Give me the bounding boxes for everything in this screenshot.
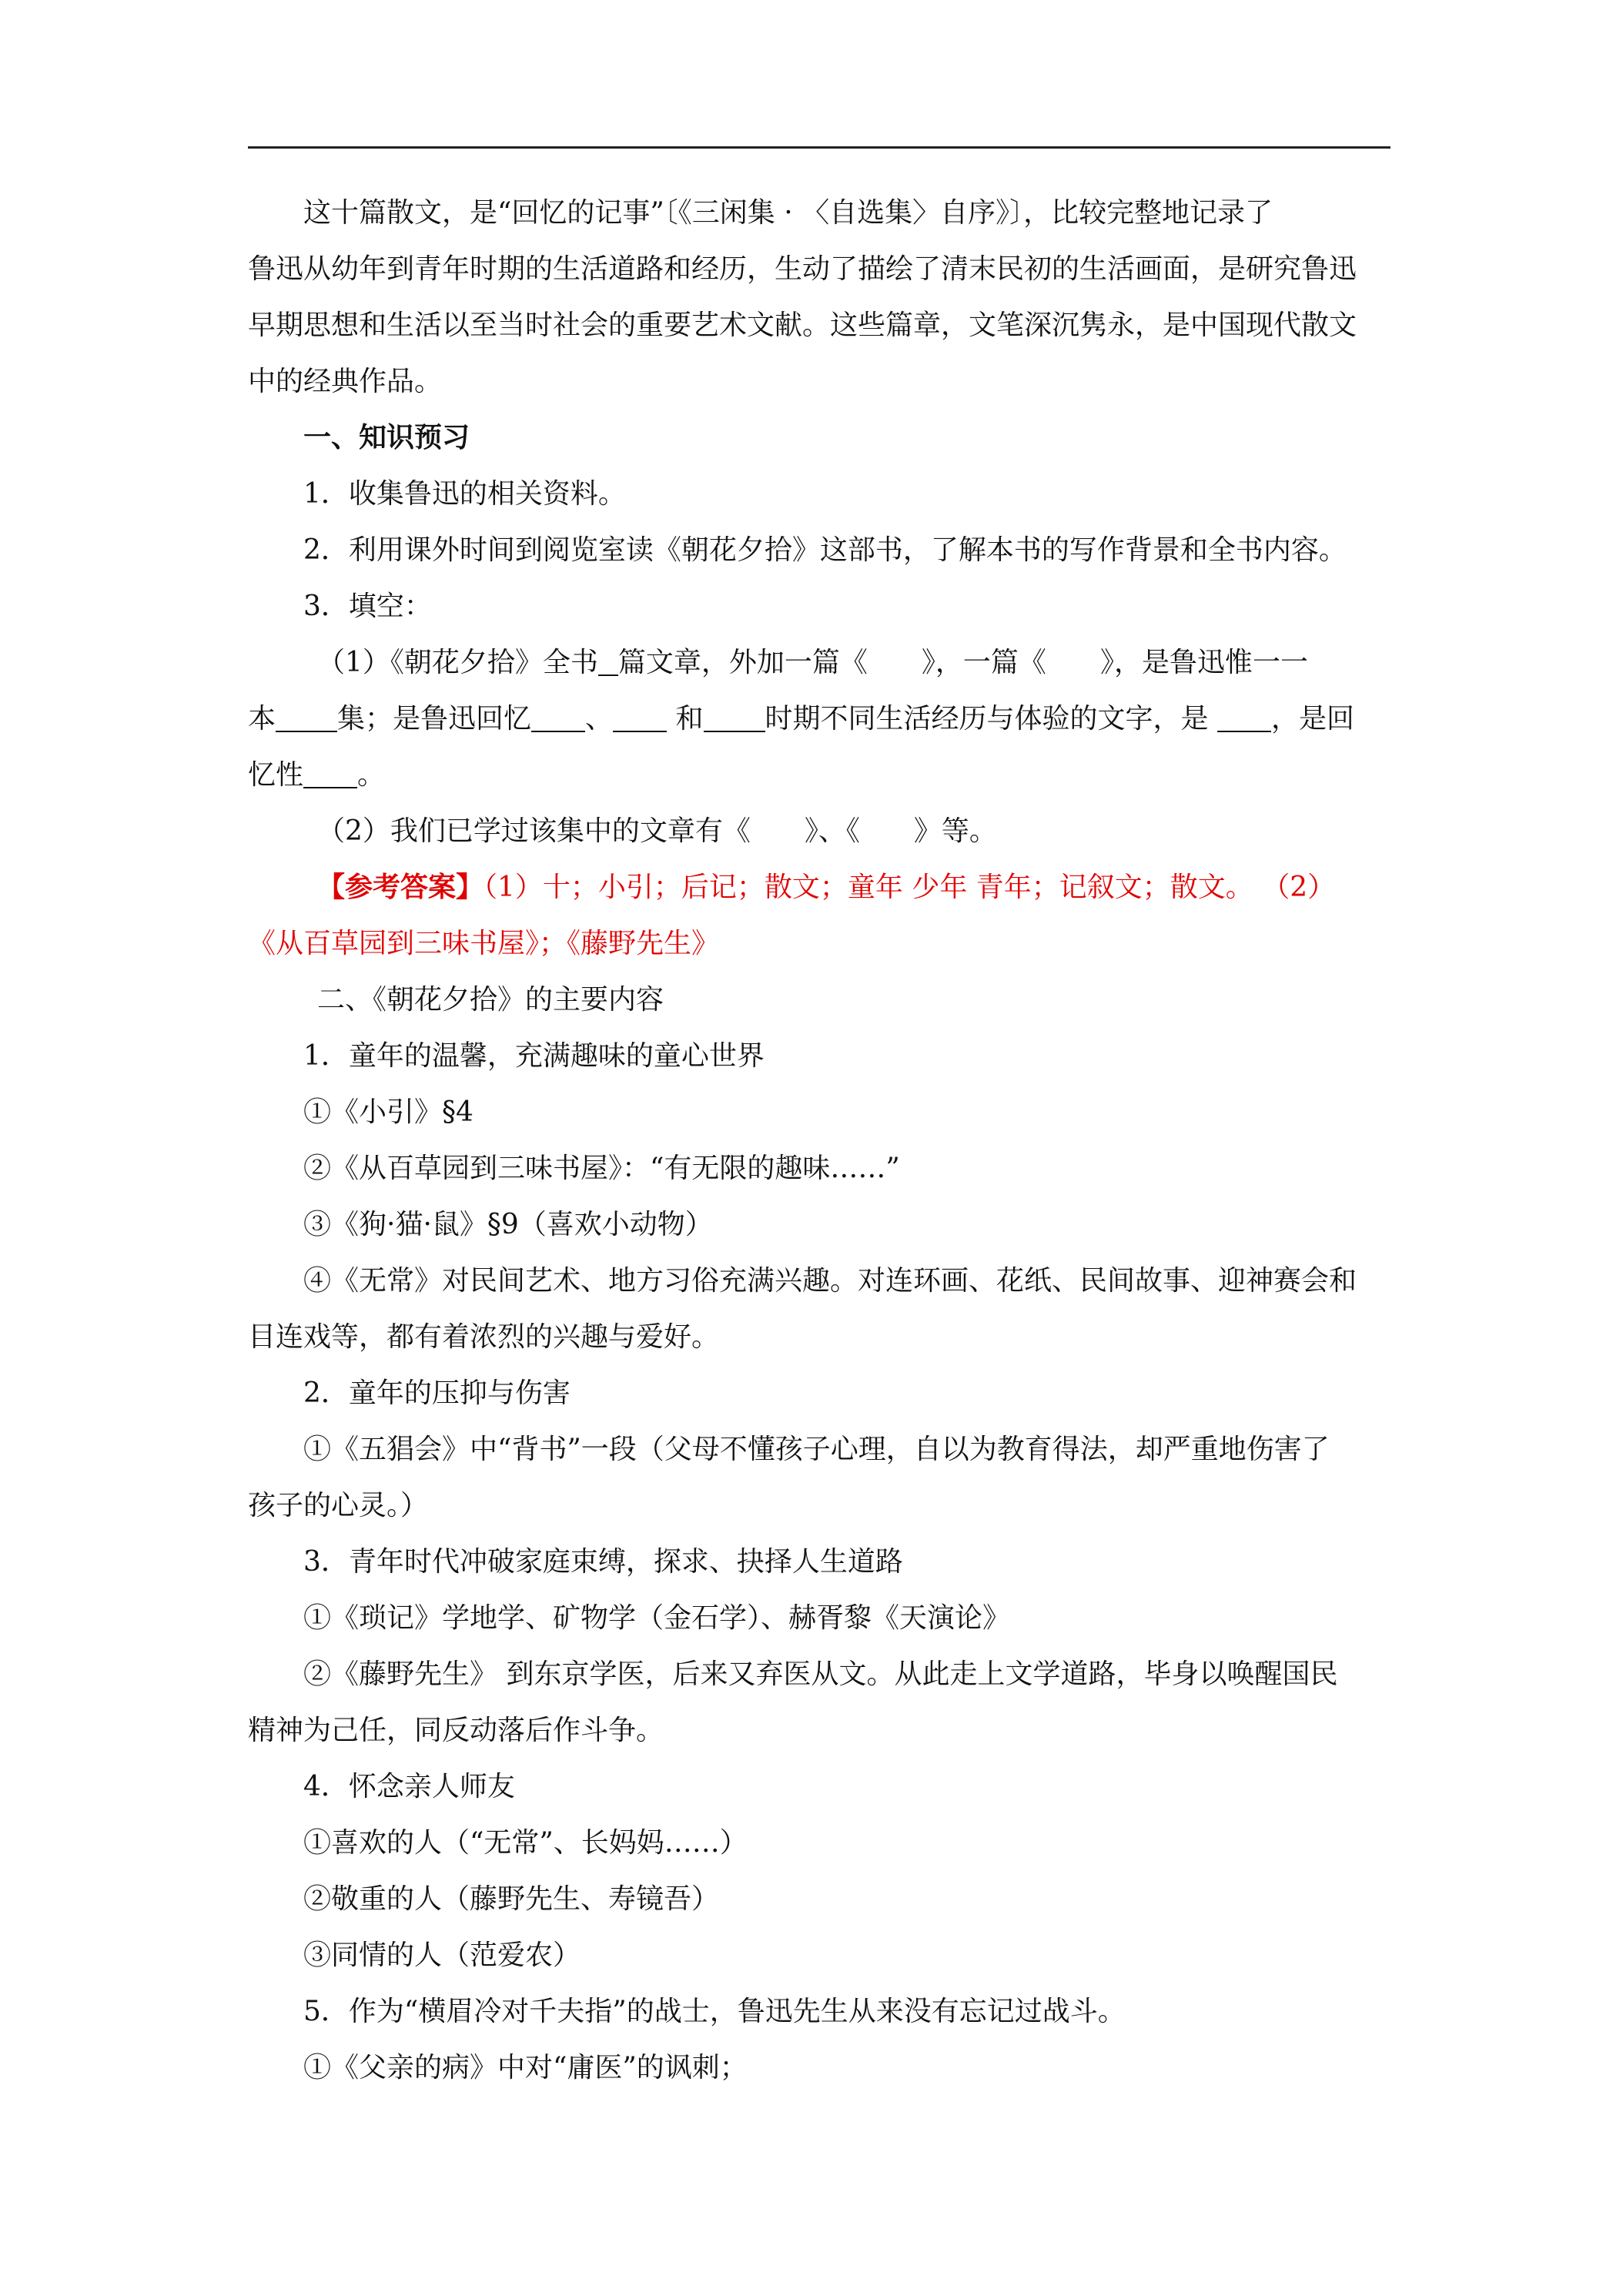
content-line: 4．怀念亲人师友 — [303, 1771, 515, 1802]
section-heading-content: 二、《朝花夕拾》的主要内容 — [317, 984, 664, 1016]
content-line: ③《狗·猫·鼠》§9（喜欢小动物） — [303, 1209, 713, 1240]
preview-item-1: 1．收集鲁迅的相关资料。 — [303, 478, 626, 510]
answer-line-2: 《从百草园到三味书屋》；《藤野先生》 — [248, 928, 720, 959]
fill-text: 本 — [248, 703, 276, 735]
fill-blank — [303, 759, 357, 788]
fill-blank — [276, 703, 337, 732]
header-rule — [248, 146, 1390, 149]
intro-line-4: 中的经典作品。 — [248, 366, 443, 397]
section-heading-preview: 一、知识预习 — [303, 421, 470, 454]
fill-text: 忆性 — [248, 759, 304, 791]
content-line: ②《从百草园到三味书屋》：“有无限的趣味……” — [303, 1153, 900, 1184]
content-line: ③同情的人（范爱农） — [303, 1940, 581, 1971]
content-line: ④《无常》对民间艺术、地方习俗充满兴趣。对连环画、花纸、民间故事、迎神赛会和 — [303, 1265, 1357, 1297]
fill-question-1-cont — [248, 691, 1390, 747]
fill-text: 》、《 — [804, 815, 860, 847]
content-line: ①《父亲的病》中对“庸医”的讽刺； — [303, 2052, 748, 2083]
content-line: ①《小引》§4 — [303, 1096, 474, 1128]
content-line: 2．童年的压抑与伤害 — [303, 1377, 571, 1409]
intro-line-1: 这十篇散文，是“回忆的记事”〔《三闲集 · 〈自选集〉自序》〕，比较完整地记录了 — [303, 197, 1273, 229]
fill-text: 时期不同生活经历与体验的文字，是 — [765, 703, 1217, 735]
answer-text: （1）十；小引；后记；散文；童年 少年 青年；记叙文；散文。 （2） — [484, 872, 1336, 903]
fill-blank — [1217, 703, 1271, 732]
content-line: ①《五猖会》中“背书”一段（父母不懂孩子心理，自以为教育得法，却严重地伤害了 — [303, 1434, 1330, 1465]
content-line: ①《琐记》学地学、矿物学（金石学）、赫胥黎《天演论》 — [303, 1602, 1011, 1634]
fill-text: 、 — [585, 703, 614, 735]
content-line: 孩子的心灵。） — [248, 1490, 429, 1521]
document-body — [248, 185, 1390, 2096]
fill-blank — [613, 703, 667, 732]
preview-item-2: 2．利用课外时间到阅览室读《朝花夕拾》这部书，了解本书的写作背景和全书内容。 — [303, 534, 1347, 566]
preview-item-3: 3．填空： — [303, 591, 432, 622]
content-line: 精神为己任，同反动落后作斗争。 — [248, 1715, 664, 1746]
fill-text: 。 — [357, 759, 386, 791]
intro-line-2: 鲁迅从幼年到青年时期的生活道路和经历，生动了描绘了清末民初的生活画面，是研究鲁迅 — [248, 253, 1357, 285]
content-line: 目连戏等，都有着浓烈的兴趣与爱好。 — [248, 1321, 720, 1353]
content-line: ②《藤野先生》 到东京学医，后来又弃医从文。从此走上文学道路，毕身以唤醒国民 — [303, 1658, 1338, 1690]
content-line: ①喜欢的人（“无常”、长妈妈……） — [303, 1827, 748, 1859]
fill-text: 》，一篇《 — [921, 647, 1046, 678]
content-line: 1．童年的温馨，充满趣味的童心世界 — [303, 1040, 765, 1072]
fill-question-1 — [248, 634, 1390, 691]
content-line: 3．青年时代冲破家庭束缚，探求、抉择人生道路 — [303, 1546, 903, 1578]
fill-blank — [531, 703, 585, 732]
answer-line-1 — [248, 859, 1390, 915]
fill-blank — [598, 647, 618, 676]
fill-question-1-end — [248, 747, 1390, 803]
content-line: 5．作为“横眉冷对千夫指”的战士，鲁迅先生从来没有忘记过战斗。 — [303, 1996, 1126, 2027]
fill-text: 》，是鲁迅惟一一 — [1099, 647, 1308, 678]
answer-label: 【参考答案】 — [317, 871, 484, 903]
fill-blank — [704, 703, 765, 732]
content-line: ②敬重的人（藤野先生、寿镜吾） — [303, 1883, 720, 1915]
fill-text: ，是回 — [1270, 703, 1354, 735]
fill-text: 集；是鲁迅回忆 — [337, 703, 532, 735]
fill-text: （2）我们已学过该集中的文章有《 — [317, 815, 751, 847]
fill-text: 》等。 — [913, 815, 997, 847]
fill-text: 和 — [667, 703, 704, 735]
fill-question-2 — [248, 803, 1390, 859]
fill-text: （1）《朝花夕拾》全书 — [317, 647, 598, 678]
intro-line-3: 早期思想和生活以至当时社会的重要艺术文献。这些篇章，文笔深沉隽永，是中国现代散文 — [248, 310, 1357, 341]
fill-text: 篇文章，外加一篇《 — [617, 647, 868, 678]
